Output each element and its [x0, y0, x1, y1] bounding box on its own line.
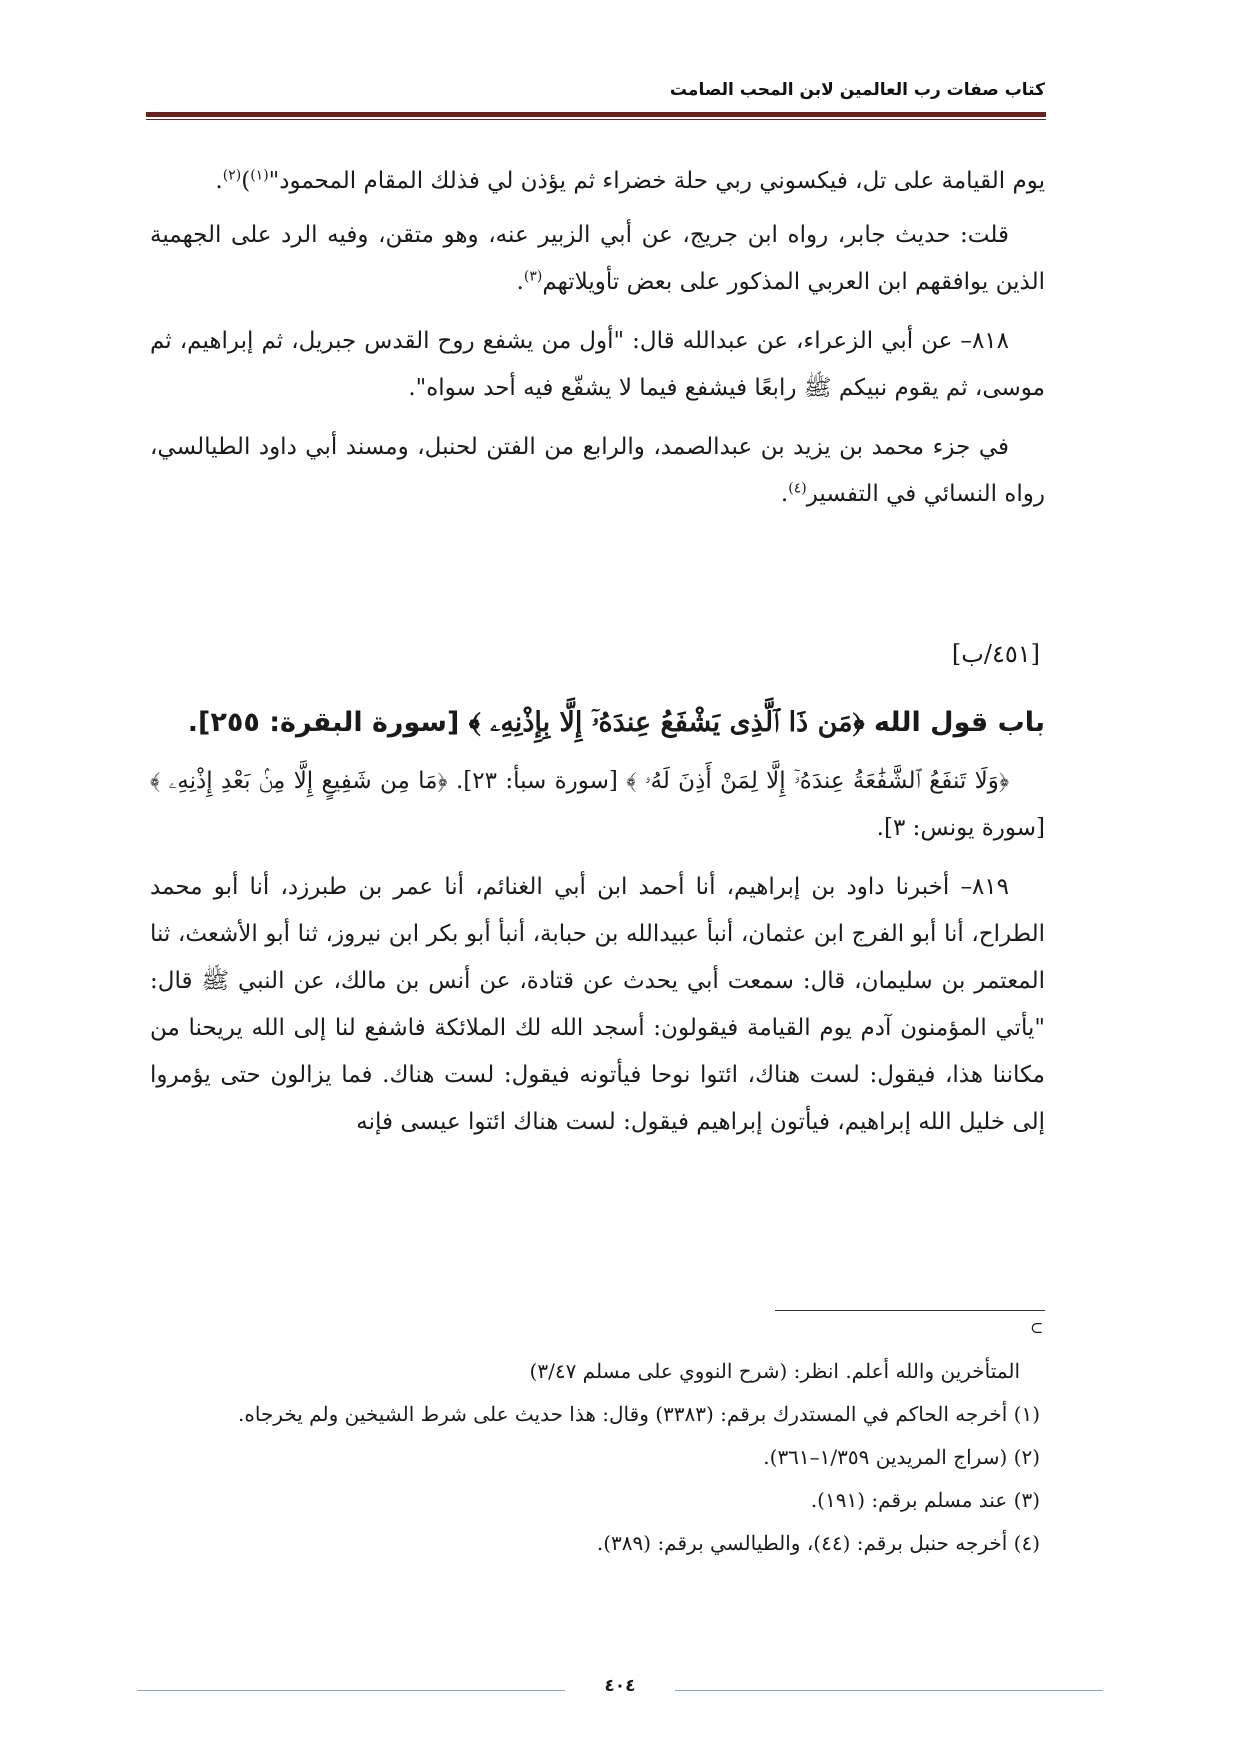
quran-verse-baqarah: ﴿مَن ذَا ٱلَّذِى يَشْفَعُ عِندَهُۥٓ إِلَّا بِإِذْنِهِۦ ﴾ [468, 707, 865, 738]
folio-marker: [٤٥١/ب] [951, 640, 1040, 668]
quran-verse-saba: ﴿وَلَا تَنفَعُ ٱلشَّفَٰعَةُ عِندَهُۥٓ إِلَّا لِمَنْ أَذِنَ لَهُۥ ﴾ [626, 768, 1010, 794]
header-rule-thin [146, 119, 1046, 120]
quran-ref-saba: [سورة سبأ: ٢٣]. [455, 768, 618, 794]
paragraph-1-end: . [215, 168, 223, 194]
chapter-heading-ref: [سورة البقرة: ٢٥٥]. [187, 707, 460, 738]
running-header-title: كتاب صفات رب العالمين لابن المحب الصامت [669, 80, 1045, 100]
paragraph-4-text: في جزء محمد بن يزيد بن عبدالصمد، والرابع من الفتن لحنبل، ومسند أبي داود الطيالسي، رواه النسائي في التفسير [150, 434, 1045, 507]
footnote-continuation: المتأخرين والله أعلم. انظر: (شرح النووي على مسلم ٣/٤٧) [529, 1359, 1020, 1383]
quran-ref-yunus: [سورة يونس: ٣]. [876, 815, 1045, 841]
chapter-heading [150, 698, 1045, 748]
footer-rule-right [675, 1690, 1103, 1691]
paragraph-2-end: . [516, 269, 524, 295]
chapter-heading-start: باب قول الله [873, 707, 1045, 738]
footnote-ref-4[interactable]: (٤) [788, 480, 807, 497]
paragraph-4-end: . [780, 481, 789, 507]
paragraph-1-text: يوم القيامة على تل، فيكسوني ربي حلة خضراء ثم يؤذن لي فذلك المقام المحمود" [268, 168, 1045, 194]
footer-rule-left [137, 1690, 565, 1691]
footnotes-list [150, 1350, 1040, 1565]
hadith-819: ٨١٩– أخبرنا داود بن إبراهيم، أنا أحمد ابن أبي الغنائم، أنا عمر بن طبرزد، أنا أبو محمد الطراح، أنا أبو الفرج ابن عثمان، أنبأ عبيدالله بن حبابة، أنبأ أبو بكر ابن نيروز، ثنا أبو الأشعث، ثنا المعتمر بن سليمان، قال: سمعت أبي يحدث عن قتادة، عن أنس بن مالك، عن النبي ﷺ قال: "يأتي المؤمنون آدم يوم القيامة فيقولون: أسجد الله لك الملائكة فاشفع لنا إلى الله يريحنا من مكاننا هذا، فيقول: لست هناك، ائتوا نوحا فيأتونه فيقول: لست هناك. فما يزالون حتى يؤمروا إلى خليل الله إبراهيم، فيأتون إبراهيم فيقول: لست هناك ائتوا عيسى فإنه [150, 874, 1045, 1135]
paragraph-4 [150, 424, 1045, 518]
footnote-1: (١) أخرجه الحاكم في المستدرك برقم: (٣٣٨٣) وقال: هذا حديث على شرط الشيخين ولم يخرجاه. [238, 1402, 1040, 1426]
paragraph-1 [150, 158, 1045, 205]
page-number: ٤٠٤ [604, 1676, 636, 1696]
footnote-separator [775, 1310, 1045, 1311]
paragraph-2-text: قلت: حديث جابر، رواه ابن جريج، عن أبي الزبير عنه، وهو متقن، وفيه الرد على الجهمية الذين يوافقهم ابن العربي المذكور على بعض تأويلاتهم [150, 222, 1045, 295]
paragraph-1-mid: ) [241, 168, 251, 194]
quran-verse-yunus: ﴿مَا مِن شَفِيعٍ إِلَّا مِنۢ بَعْدِ إِذْنِهِۦ ﴾ [150, 768, 448, 794]
footnote-4: (٤) أخرجه حنبل برقم: (٤٤)، والطيالسي برقم: (٣٨٩). [596, 1531, 1040, 1555]
footnote-continuation-mark: ⊃ [1030, 1318, 1044, 1337]
chapter-verses [150, 758, 1045, 852]
footnote-ref-1[interactable]: (١) [250, 167, 269, 184]
footnote-ref-2[interactable]: (٢) [222, 167, 242, 184]
footnote-ref-3[interactable]: (٣) [523, 268, 543, 285]
footnote-3: (٣) عند مسلم برقم: (١٩١). [810, 1488, 1040, 1512]
hadith-818: ٨١٨– عن أبي الزعراء، عن عبدالله قال: "أول من يشفع روح القدس جبريل، ثم إبراهيم، ثم موسى، ثم يقوم نبيكم ﷺ رابعًا فيشفع فيما لا يشفّع فيه أحد سواه". [150, 328, 1045, 401]
header-rule [146, 112, 1046, 117]
paragraph-2 [150, 212, 1045, 306]
footnote-2: (٢) (سراج المريدين ١/٣٥٩–٣٦١). [763, 1445, 1040, 1469]
